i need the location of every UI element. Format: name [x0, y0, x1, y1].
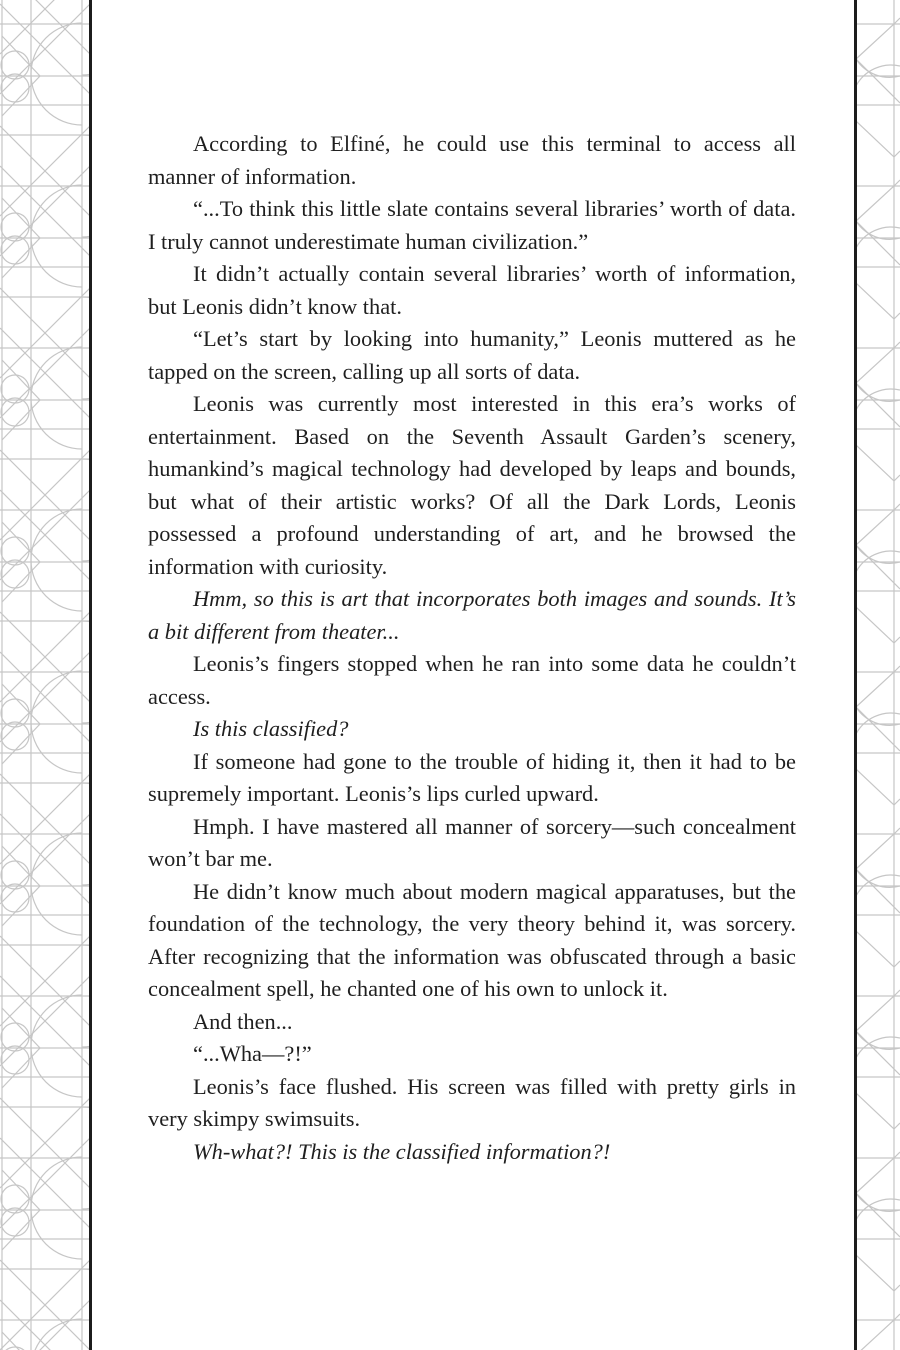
pattern-diagonal-line — [856, 1255, 894, 1291]
pattern-diagonal-line — [894, 961, 900, 967]
pattern-diagonal-line — [0, 0, 90, 54]
pattern-diagonal-line — [856, 931, 894, 967]
geometric-pattern-left — [0, 0, 90, 1350]
paragraph: “...To think this little slate contains several libraries’ worth of data. I truly cannot underestimate human civilization.” — [148, 196, 796, 254]
pattern-diagonal-line — [856, 283, 894, 319]
pattern-small-circle — [1, 1023, 29, 1051]
paragraph: Leonis’s face flushed. His screen was filled with pretty girls in very skimpy swimsuits. — [148, 1073, 796, 1131]
right-decorative-pattern — [856, 0, 900, 1350]
pattern-diagonal-line — [0, 1300, 90, 1350]
paragraph-italic-thought: Is this classified? — [193, 716, 349, 741]
geometric-pattern-right — [856, 0, 900, 1350]
pattern-diagonal-line — [894, 1123, 900, 1129]
pattern-diagonal-line — [856, 1158, 894, 1193]
pattern-small-circle — [1, 537, 29, 565]
paragraph: “...Wha—?!” — [193, 1041, 312, 1066]
paragraph-italic-thought: Wh-what?! This is the classified information?! — [193, 1138, 611, 1164]
pattern-diagonal-line — [894, 666, 900, 672]
paragraph: According to Elfiné, he could use this terminal to access all manner of information. — [148, 131, 796, 189]
pattern-diagonal-line — [894, 799, 900, 805]
paragraph: If someone had gone to the trouble of hiding it, then it had to be supremely important. Leonis’s lips curled upward. — [148, 748, 796, 806]
pattern-diagonal-line — [856, 607, 894, 643]
pattern-diagonal-line — [894, 504, 900, 510]
paragraph: He didn’t know much about modern magical apparatuses, but the foundation of the technology, the very theory behind it, was sorcery. After recognizing that the information was obfuscated through a basic concealment spell, he chanted one of his own to unlock it. — [148, 878, 796, 1001]
pattern-diagonal-line — [894, 313, 900, 319]
paragraph: And then... — [193, 1008, 293, 1034]
pattern-diagonal-line — [894, 342, 900, 348]
pattern-small-circle — [1, 213, 29, 241]
pattern-diagonal-line — [856, 769, 894, 805]
pattern-diagonal-line — [856, 445, 894, 481]
pattern-diagonal-line — [856, 1093, 894, 1129]
pattern-diagonal-line — [856, 834, 894, 869]
pattern-diagonal-line — [856, 510, 894, 545]
pattern-diagonal-line — [856, 672, 894, 707]
pattern-diagonal-line — [0, 0, 90, 54]
paragraph-italic-thought: Hmm, so this is art that incorporates both images and sounds. It’s a bit different from theater... — [148, 586, 796, 644]
pattern-small-circle — [1, 699, 29, 727]
page-border-left — [89, 0, 92, 1350]
pattern-small-circle — [1, 51, 29, 79]
pattern-diagonal-line — [894, 990, 900, 996]
pattern-diagonal-line — [894, 1314, 900, 1320]
pattern-small-circle — [1, 375, 29, 403]
pattern-diagonal-line — [894, 637, 900, 643]
page-body-text — [148, 128, 796, 1168]
pattern-diagonal-line — [894, 151, 900, 157]
left-decorative-pattern — [0, 0, 90, 1350]
pattern-diagonal-line — [856, 1320, 894, 1350]
pattern-diagonal-line — [0, 1300, 90, 1350]
pattern-diagonal-line — [894, 1152, 900, 1158]
paragraph: Leonis was currently most interested in this era’s works of entertainment. Based on the Seventh Assault Garden’s scenery, humankind’s magical technology had developed by leaps and bounds, but what of their artistic works? Of all the Dark Lords, Leonis possessed a profound understanding of art, and he browsed the information with curiosity. — [148, 391, 796, 579]
pattern-diagonal-line — [856, 996, 894, 1031]
pattern-small-circle — [1, 861, 29, 889]
pattern-diagonal-line — [894, 180, 900, 186]
pattern-diagonal-line — [894, 18, 900, 24]
pattern-small-circle — [1, 1185, 29, 1213]
page-border-right — [854, 0, 857, 1350]
pattern-diagonal-line — [856, 348, 894, 383]
pattern-diagonal-line — [894, 475, 900, 481]
paragraph: It didn’t actually contain several libraries’ worth of information, but Leonis didn’t know that. — [148, 261, 796, 319]
pattern-diagonal-line — [894, 828, 900, 834]
paragraph: Leonis’s fingers stopped when he ran into some data he couldn’t access. — [148, 651, 796, 709]
paragraph: Hmph. I have mastered all manner of sorcery—such concealment won’t bar me. — [148, 813, 796, 871]
pattern-diagonal-line — [856, 24, 894, 59]
pattern-diagonal-line — [894, 1285, 900, 1291]
pattern-diagonal-line — [856, 121, 894, 157]
pattern-diagonal-line — [856, 186, 894, 221]
paragraph: “Let’s start by looking into humanity,” Leonis muttered as he tapped on the screen, calling up all sorts of data. — [148, 326, 796, 384]
